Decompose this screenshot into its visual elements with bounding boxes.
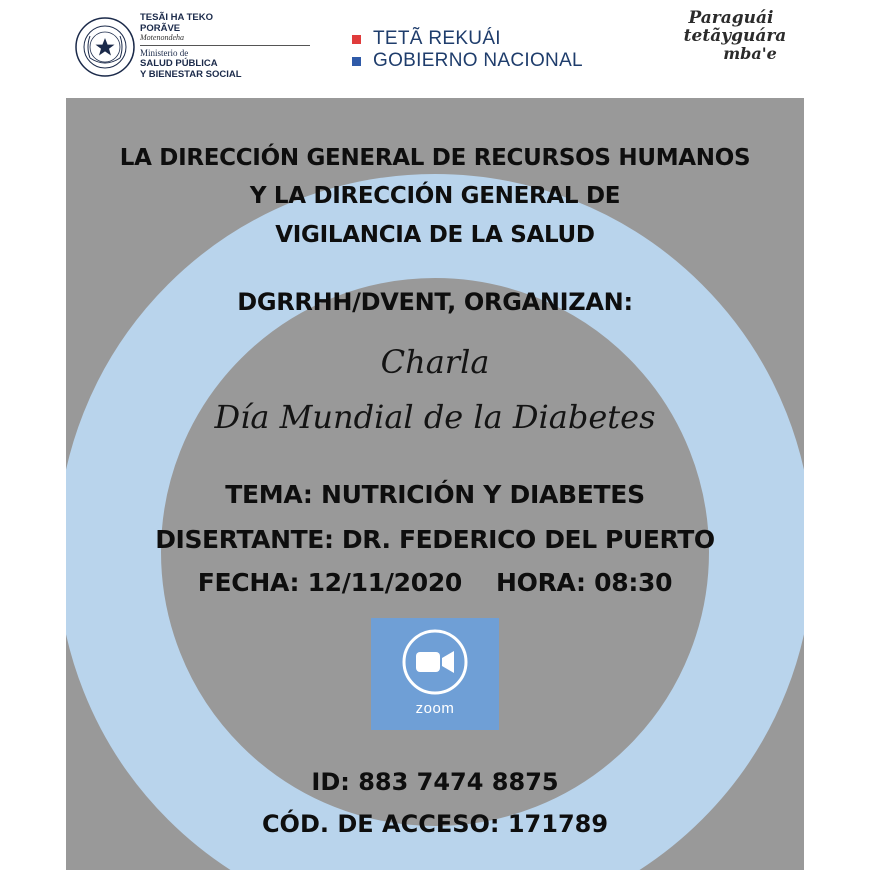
blue-circle-ring-icon — [66, 168, 804, 870]
ministry-logo-text — [140, 13, 310, 79]
event-time: HORA: 08:30 — [496, 568, 673, 597]
event-topic: TEMA: NUTRICIÓN Y DIABETES — [225, 480, 645, 509]
organizer-line-1: LA DIRECCIÓN GENERAL DE RECURSOS HUMANOS — [119, 145, 751, 171]
flyer-panel — [66, 98, 804, 870]
slogan-line-1: Paraguái — [688, 8, 774, 28]
blue-square-icon — [352, 57, 361, 66]
ministry-line-6: Y BIENESTAR SOCIAL — [140, 68, 242, 80]
slogan-logo — [670, 10, 800, 62]
government-logo — [352, 28, 632, 72]
ministry-line-2: PORÃVE — [140, 22, 181, 34]
event-speaker: DISERTANTE: DR. FEDERICO DEL PUERTO — [155, 525, 715, 554]
ministry-line-1: TESÃI HA TEKO — [140, 12, 214, 23]
slogan-line-3: mba'e — [723, 43, 777, 63]
ministry-line-3: Motenondeha — [140, 33, 184, 42]
event-date: FECHA: 12/11/2020 — [197, 568, 463, 597]
event-date-time — [66, 568, 804, 597]
government-line-1: TETÃ REKUÁI — [373, 28, 501, 49]
access-code: CÓD. DE ACCESO: 171789 — [261, 810, 609, 838]
meeting-id: ID: 883 7474 8875 — [311, 768, 559, 796]
organizer-line-3: VIGILANCIA DE LA SALUD — [275, 222, 595, 248]
government-row-1 — [352, 28, 632, 50]
organizer-acronym: DGRRHH/DVENT, ORGANIZAN: — [237, 288, 633, 316]
zoom-label: zoom — [415, 700, 455, 717]
ministry-line-5: SALUD PÚBLICA — [140, 58, 218, 69]
ministry-line-4: Ministerio de — [140, 48, 189, 58]
zoom-logo — [371, 618, 499, 730]
slogan-line-2: tetãyguára — [683, 25, 787, 46]
national-seal-logo — [74, 16, 136, 78]
red-square-icon — [352, 35, 361, 44]
organizer-line-2: Y LA DIRECCIÓN GENERAL DE — [249, 183, 621, 209]
event-name: Día Mundial de la Diabetes — [214, 398, 656, 436]
ministry-divider — [140, 45, 310, 46]
government-line-2: GOBIERNO NACIONAL — [373, 50, 583, 71]
header-banner — [66, 0, 804, 98]
government-row-2 — [352, 50, 632, 72]
event-type: Charla — [380, 343, 490, 381]
